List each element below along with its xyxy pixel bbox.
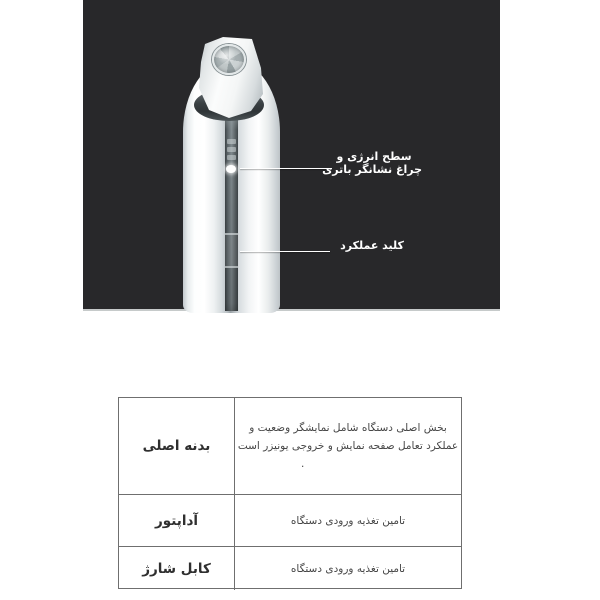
battery-callout-line xyxy=(240,168,332,169)
device-control-strip xyxy=(225,116,238,311)
battery-level-bar xyxy=(227,139,236,144)
part-name-cell: بدنه اصلی xyxy=(142,438,211,454)
battery-level-bar xyxy=(227,155,236,160)
part-description-line: تامین تغذیه ورودی دستگاه xyxy=(290,514,406,527)
function-key-callout-line xyxy=(240,251,330,252)
function-button xyxy=(225,235,238,266)
part-description-line: بخش اصلی دستگاه شامل نمایشگر وضعیت و xyxy=(249,422,447,434)
function-button-divider xyxy=(225,266,238,268)
part-description-cell xyxy=(234,546,461,590)
device-crystal-tip xyxy=(212,44,246,75)
battery-level-bar xyxy=(227,147,236,152)
battery-callout-label-line1: سطح انرژی و xyxy=(336,150,412,163)
function-button-divider xyxy=(225,233,238,235)
battery-callout-label-line2: چراغ نشانگر باتری xyxy=(322,163,422,176)
part-name-cell: کابل شارژ xyxy=(119,546,234,590)
part-description-cell xyxy=(234,494,461,546)
function-key-callout-label: کلید عملکرد xyxy=(340,239,404,252)
battery-callout-label xyxy=(322,150,422,176)
part-name-cell: آداپتور xyxy=(119,494,234,546)
parts-table xyxy=(118,397,462,589)
part-description-line: عملکرد تعامل صفحه نمایش و خروجی یونیزر است xyxy=(237,440,459,452)
product-photo-panel xyxy=(83,0,500,311)
part-description-line: . xyxy=(301,458,305,470)
part-description-cell xyxy=(234,398,461,494)
part-description-line: تامین تغذیه ورودی دستگاه xyxy=(290,562,406,575)
battery-indicator-light xyxy=(226,165,236,173)
